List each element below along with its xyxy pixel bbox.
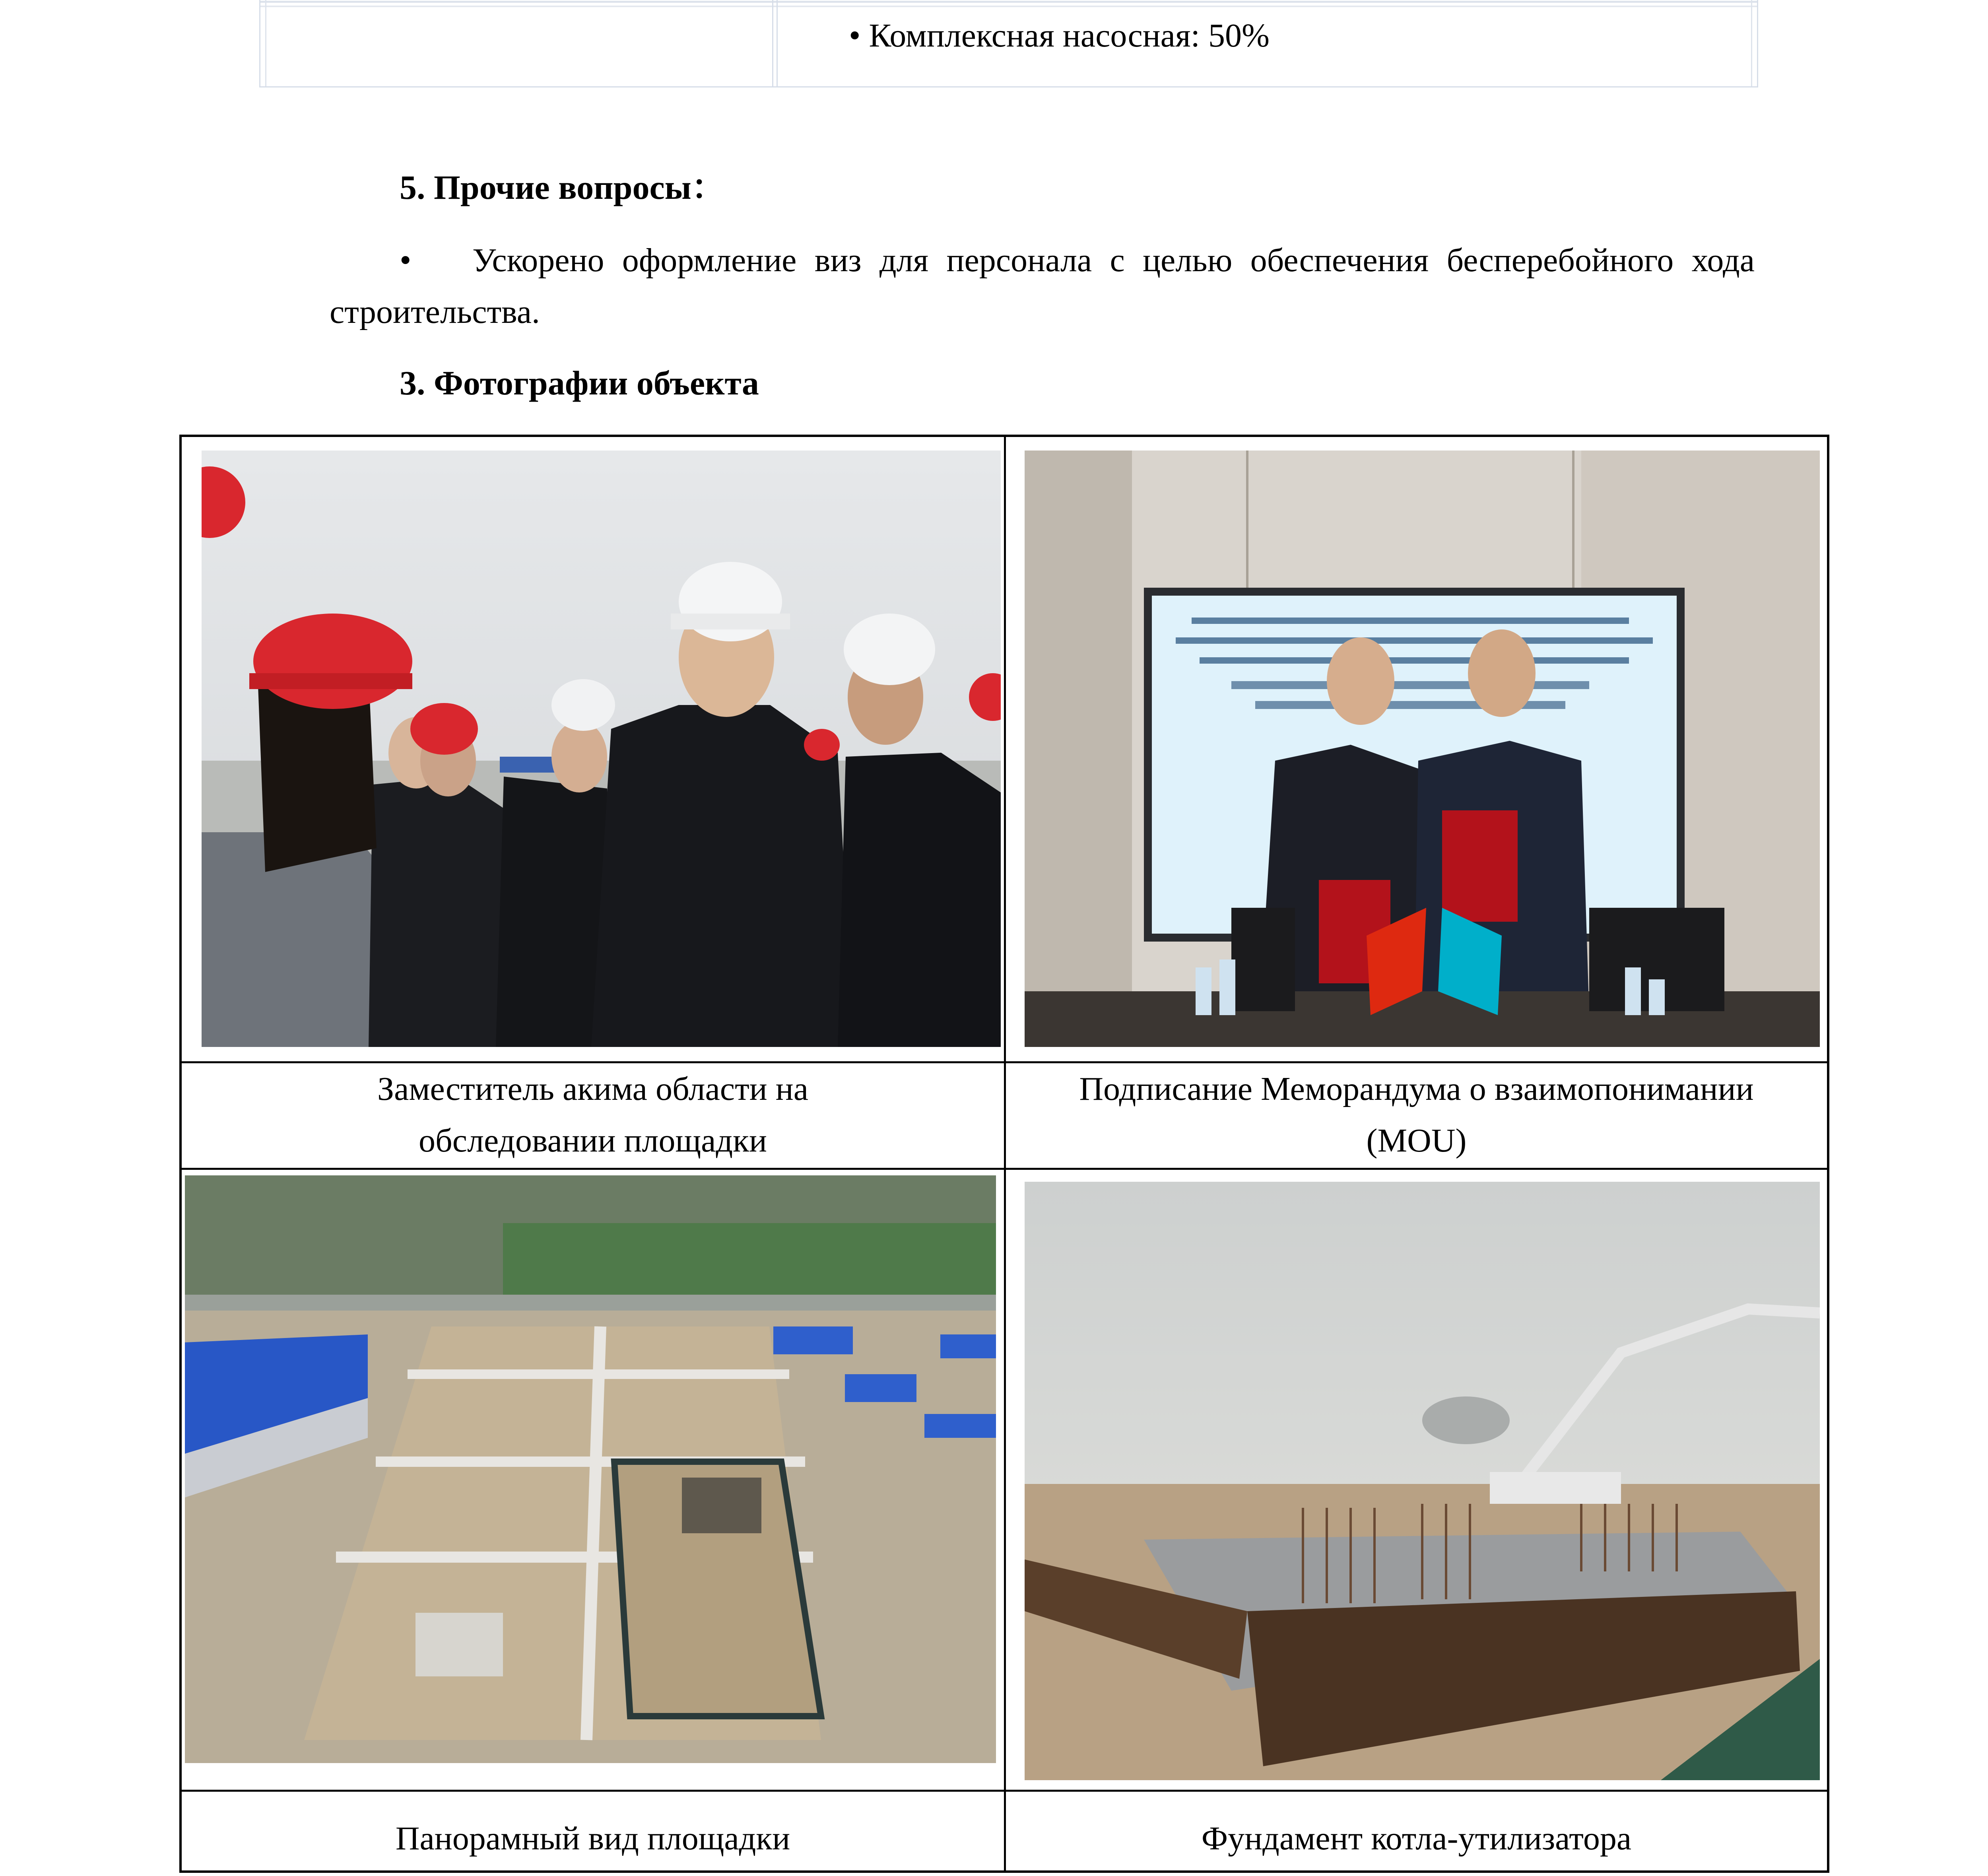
bullet-text-line1: Ускорено оформление виз для персонала с целью обеспечения бесперебойного хода	[472, 242, 1755, 279]
photo-table	[179, 435, 1829, 1873]
caption-photo2	[1006, 1063, 1827, 1167]
caption-photo2-line2: (MOU)	[1366, 1122, 1467, 1159]
photo-mou-signing	[1025, 451, 1820, 1047]
caption-photo1-line2: обследовании площадки	[419, 1122, 767, 1159]
photo-site-inspection	[202, 451, 1001, 1047]
caption-photo1-line1: Заместитель акима области на	[377, 1070, 808, 1107]
caption-photo2-line1: Подписание Меморандума о взаимопонимании	[1079, 1070, 1754, 1107]
progress-table-fragment	[259, 0, 1758, 87]
caption-photo3: Панорамный вид площадки	[395, 1820, 790, 1857]
caption-photo1	[182, 1063, 1004, 1167]
section-heading-site-photos: 3. Фотографии объекта	[400, 364, 759, 402]
bullet-text-line2: строительства.	[330, 293, 540, 330]
section-heading-other-issues: 5. Прочие вопросы：	[400, 168, 726, 206]
caption-photo4: Фундамент котла-утилизатора	[1201, 1820, 1632, 1857]
photo-site-panorama	[185, 1175, 996, 1763]
photo-boiler-foundation	[1025, 1182, 1820, 1780]
bullet-marker: •	[400, 242, 412, 279]
progress-item-pump-station: • Комплексная насосная: 50%	[849, 17, 1270, 54]
